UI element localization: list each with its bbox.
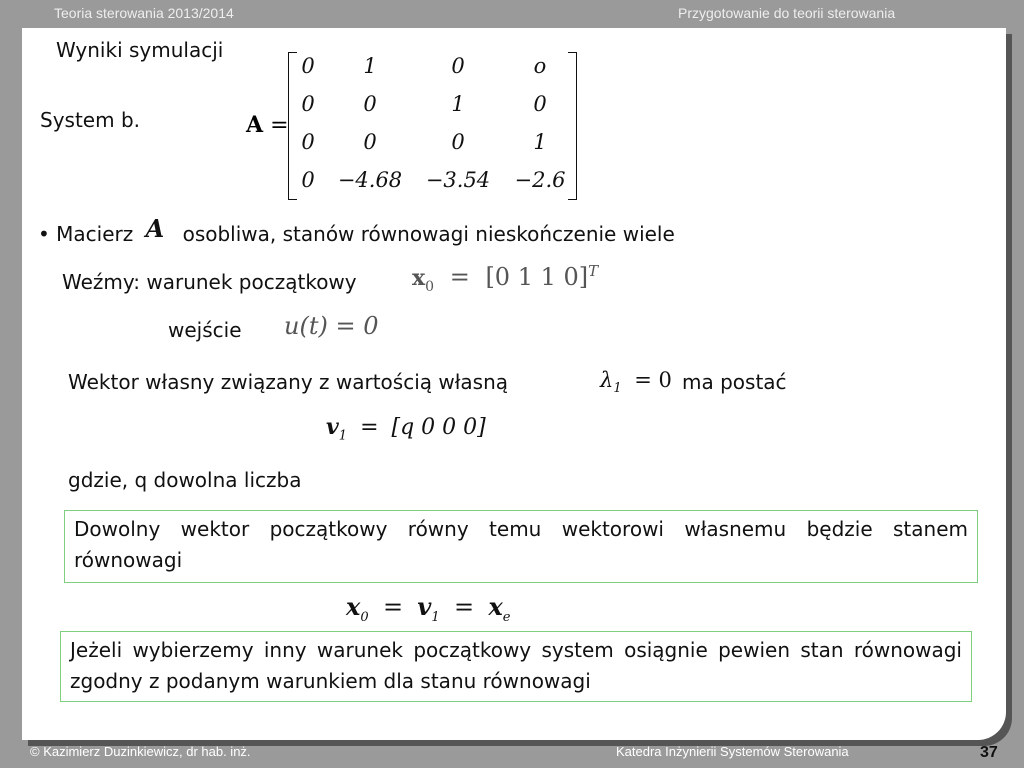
eigen-post: ma postać: [682, 370, 787, 394]
matrix-cell: 1: [363, 54, 377, 78]
matrix-cell: −2.6: [514, 168, 566, 192]
eigen-pre: Wektor własny związany z wartością własną: [68, 370, 509, 394]
initial-condition-formula: $x_0 = [0$ 1 1 0]$^T$: [412, 262, 599, 295]
matrix-cell: −3.54: [425, 168, 491, 192]
matrix-cell: o: [533, 54, 547, 78]
matrix-cell: 0: [363, 92, 377, 116]
slide-header: [0, 0, 1024, 26]
matrix-cell: 0: [451, 54, 465, 78]
matrix-cell: 1: [533, 130, 547, 154]
initial-condition-label: Weźmy: warunek początkowy: [62, 270, 357, 294]
conclusion-box-2: Jeżeli wybierzemy inny warunek początkowy system osiągnie pewien stan równowagi zgodny z podanym warunkiem dla stanu równowagi: [60, 631, 972, 702]
matrix-label: A =: [246, 112, 289, 138]
matrix-cell: 0: [533, 92, 547, 116]
bullet-post: osobliwa, stanów równowagi nieskończenie wiele: [182, 222, 675, 246]
matrix-cell: 0: [301, 92, 315, 116]
conclusion-box-1: Dowolny wektor początkowy równy temu wektorowi własnemu będzie stanem równowagi: [64, 510, 978, 583]
course-title: Teoria sterowania 2013/2014: [54, 5, 234, 21]
bullet-pre: Macierz: [56, 222, 134, 246]
equilibrium-formula: $x_0 = v_1 = x_e$: [346, 592, 511, 625]
eigenvector-formula: $v_1 = [q$ 0 0 0]: [326, 414, 486, 444]
section-title: Przygotowanie do teorii sterowania: [678, 5, 896, 21]
note-q: gdzie, q dowolna liczba: [68, 468, 302, 492]
matrix-cell: 0: [451, 130, 465, 154]
eigen-formula: $\lambda_1 = 0$: [600, 368, 672, 397]
matrix-cell: −4.68: [337, 168, 403, 192]
slide-title: Wyniki symulacji: [56, 38, 224, 62]
input-formula: u(t) = 0: [284, 312, 379, 340]
matrix-A: [246, 50, 582, 202]
system-label: System b.: [40, 108, 140, 132]
page-number: 37: [980, 744, 998, 761]
matrix-cell: 0: [363, 130, 377, 154]
matrix-cell: 0: [301, 130, 315, 154]
bullet-mark: •: [38, 222, 50, 246]
slide-canvas: [22, 28, 1006, 740]
footer-author: © Kazimierz Duzinkiewicz, dr hab. inż.: [30, 744, 251, 759]
symbol-A: A: [145, 214, 165, 243]
bullet-line: [38, 214, 675, 247]
matrix-cell: 1: [451, 92, 465, 116]
matrix-cell: 0: [301, 54, 315, 78]
footer-department: Katedra Inżynierii Systemów Sterowania: [616, 744, 849, 759]
matrix-cell: 0: [301, 168, 315, 192]
input-label: wejście: [168, 318, 242, 342]
